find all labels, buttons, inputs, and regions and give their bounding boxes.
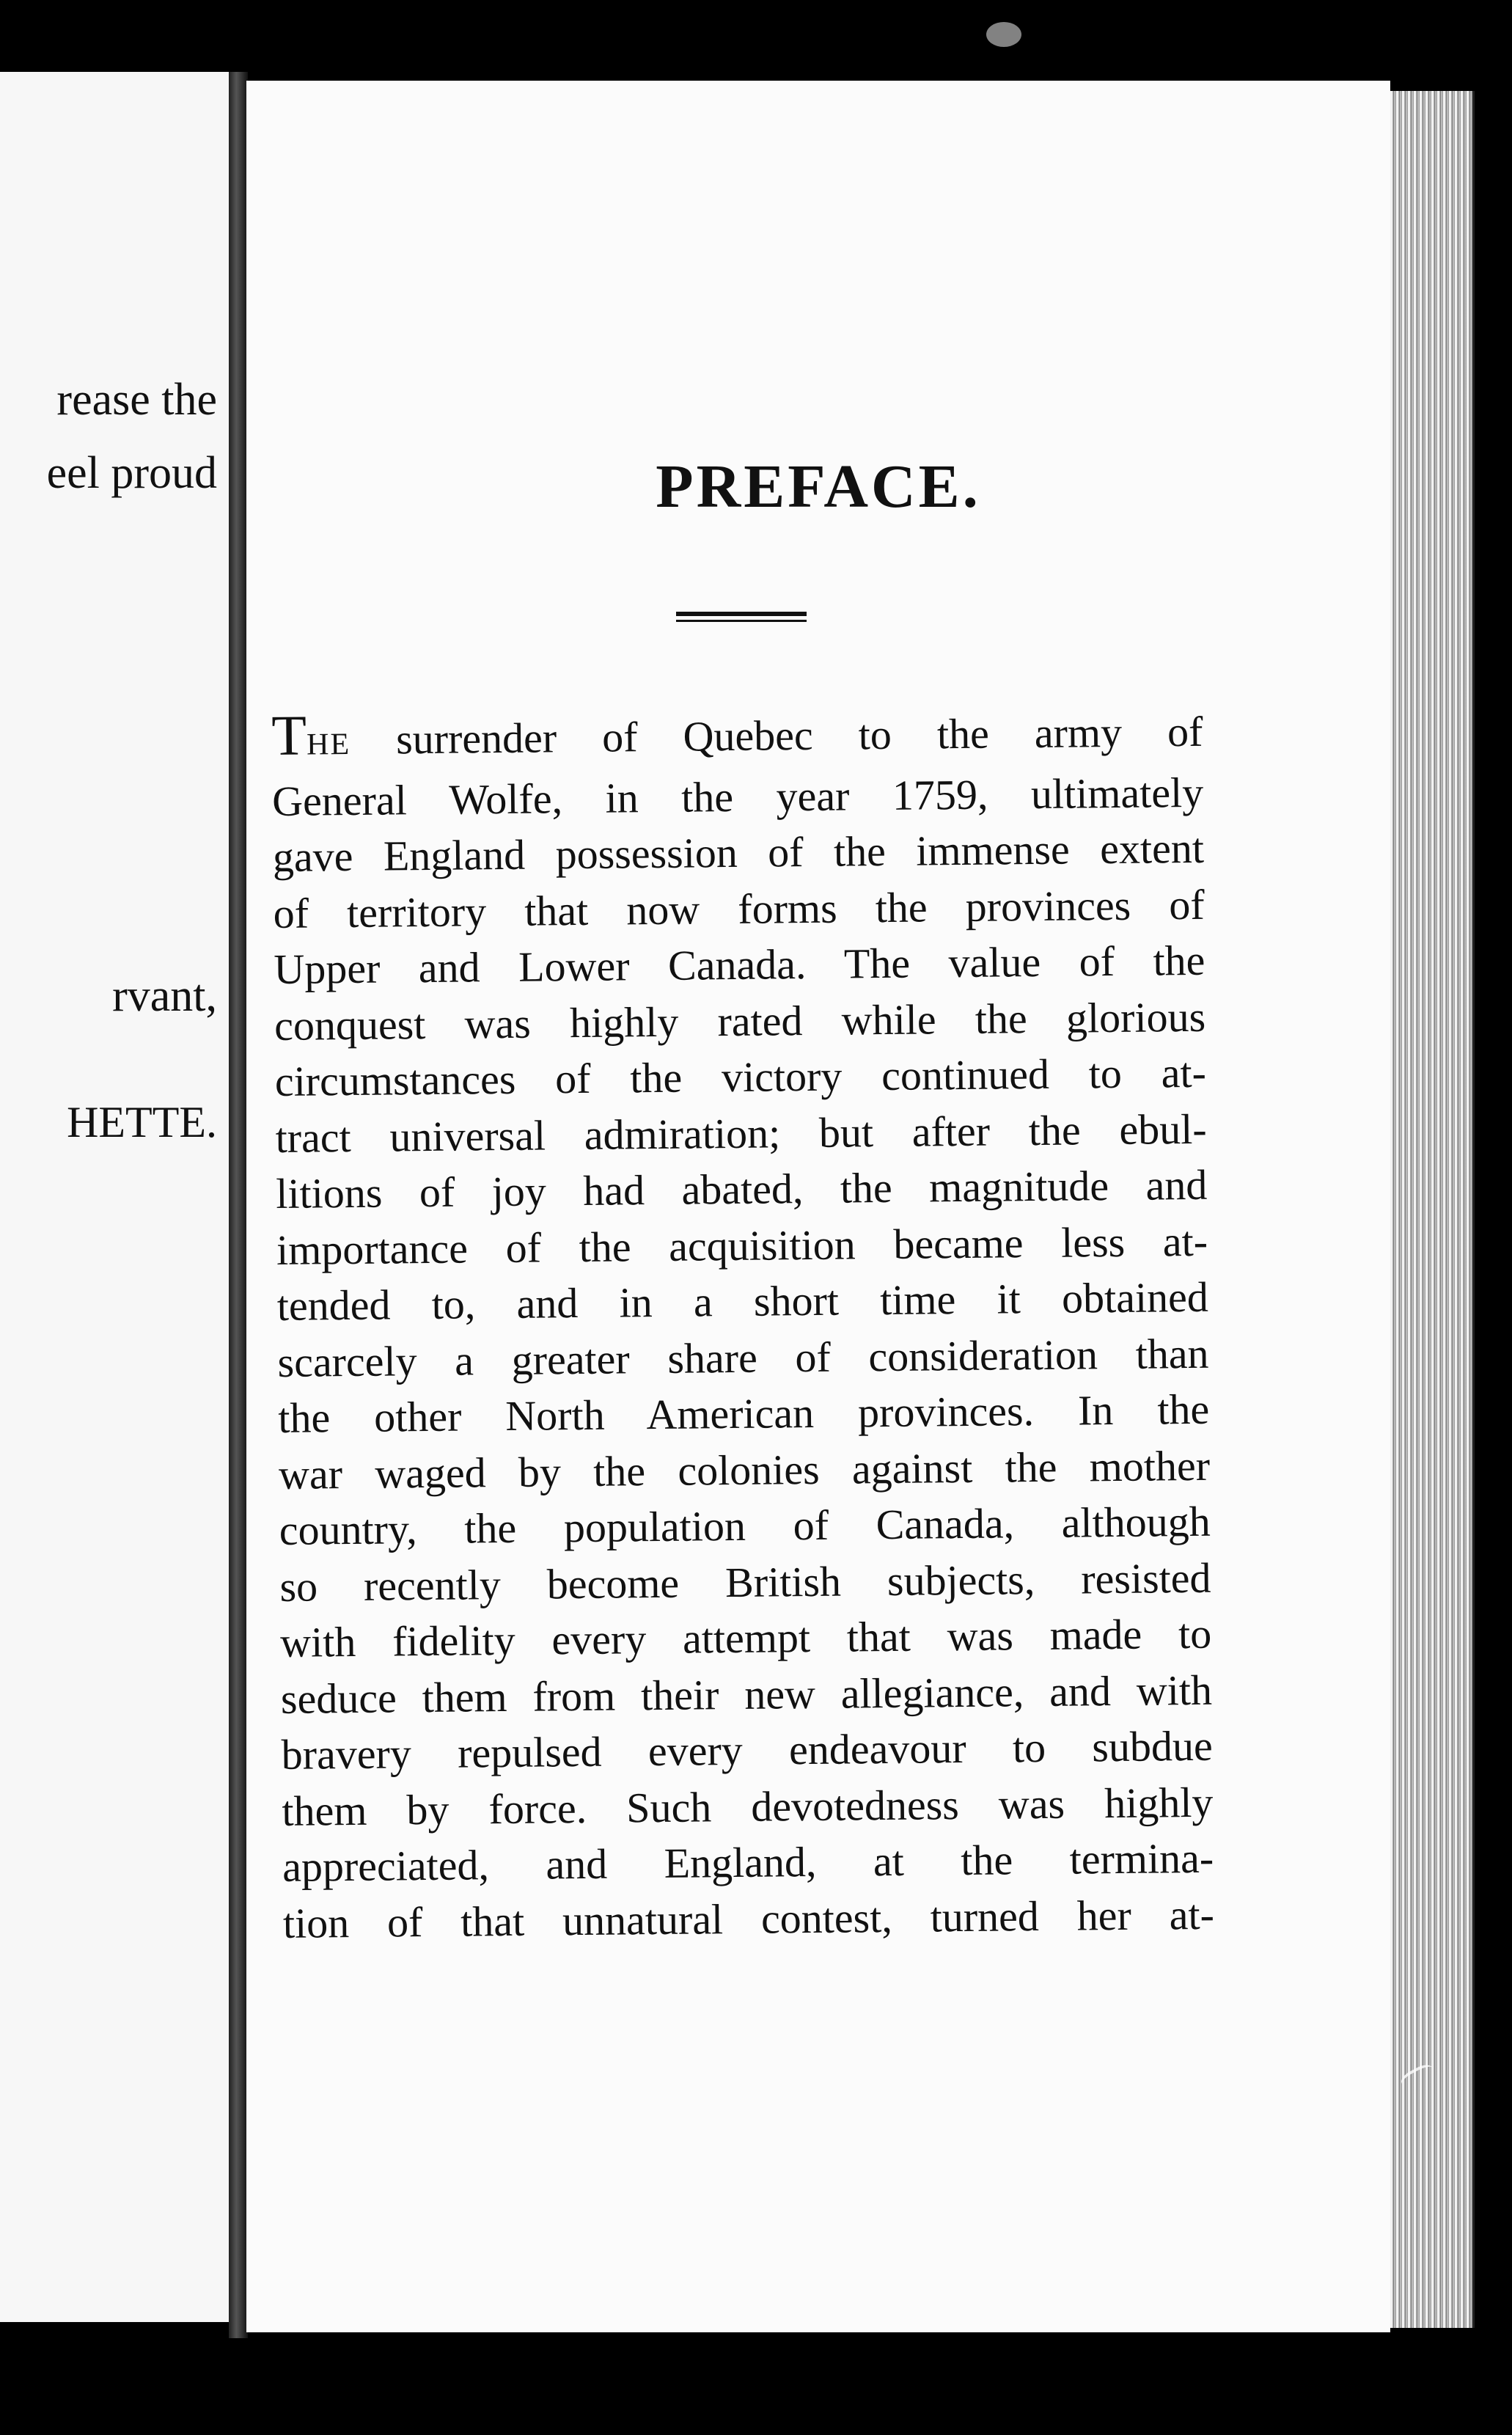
body-line: of territory that now forms the provinces of	[273, 880, 1205, 937]
body-line: the other North American provinces. In the	[277, 1385, 1210, 1442]
body-line: gave England possession of the immense extent	[272, 824, 1205, 881]
scan-blemish	[986, 22, 1021, 47]
body-line: tract universal admiration; but after the ebul-	[275, 1105, 1207, 1162]
title-rule	[676, 612, 807, 622]
body-line: bravery repulsed every endeavour to subdue	[281, 1721, 1213, 1779]
left-page-line: eel proud	[46, 448, 217, 498]
body-line: conquest was highly rated while the glorious	[274, 992, 1206, 1050]
body-line: tion of that unnatural contest, turned her at-	[282, 1890, 1215, 1947]
left-page-fragment	[0, 72, 235, 2322]
body-line: so recently become British subjects, resisted	[279, 1553, 1211, 1611]
left-page-signature: HETTE.	[67, 1098, 217, 1146]
body-line: circumstances of the victory continued to at-	[274, 1048, 1207, 1105]
book-gutter	[229, 72, 248, 2338]
small-caps: HE	[306, 727, 351, 762]
left-page-line: rease the	[56, 375, 217, 425]
left-page-line: rvant,	[112, 971, 217, 1021]
body-line: litions of joy had abated, the magnitude and	[276, 1160, 1208, 1218]
page-title: PREFACE.	[656, 453, 981, 521]
first-line-text: surrender of Quebec to the army of	[395, 707, 1203, 764]
body-line: seduce them from their new allegiance, and with	[280, 1666, 1213, 1723]
body-line: scarcely a greater share of consideration than	[277, 1329, 1209, 1386]
body-line: importance of the acquisition became less at-	[276, 1217, 1208, 1274]
body-line-first	[271, 699, 1203, 774]
body-line: General Wolfe, in the year 1759, ultimately	[271, 768, 1204, 825]
body-line: country, the population of Canada, although	[279, 1497, 1211, 1554]
body-line: with fidelity every attempt that was made to	[279, 1609, 1212, 1666]
page-edges	[1390, 91, 1475, 2328]
body-line: tended to, and in a short time it obtained	[276, 1273, 1209, 1330]
body-line: appreciated, and England, at the termina-	[282, 1834, 1214, 1891]
preface-paragraph	[271, 699, 1214, 1952]
body-line: Upper and Lower Canada. The value of the	[274, 936, 1205, 993]
drop-cap: T	[271, 703, 307, 767]
body-line: them by force. Such devotedness was highly	[282, 1778, 1214, 1835]
body-line: war waged by the colonies against the mother	[278, 1441, 1211, 1498]
